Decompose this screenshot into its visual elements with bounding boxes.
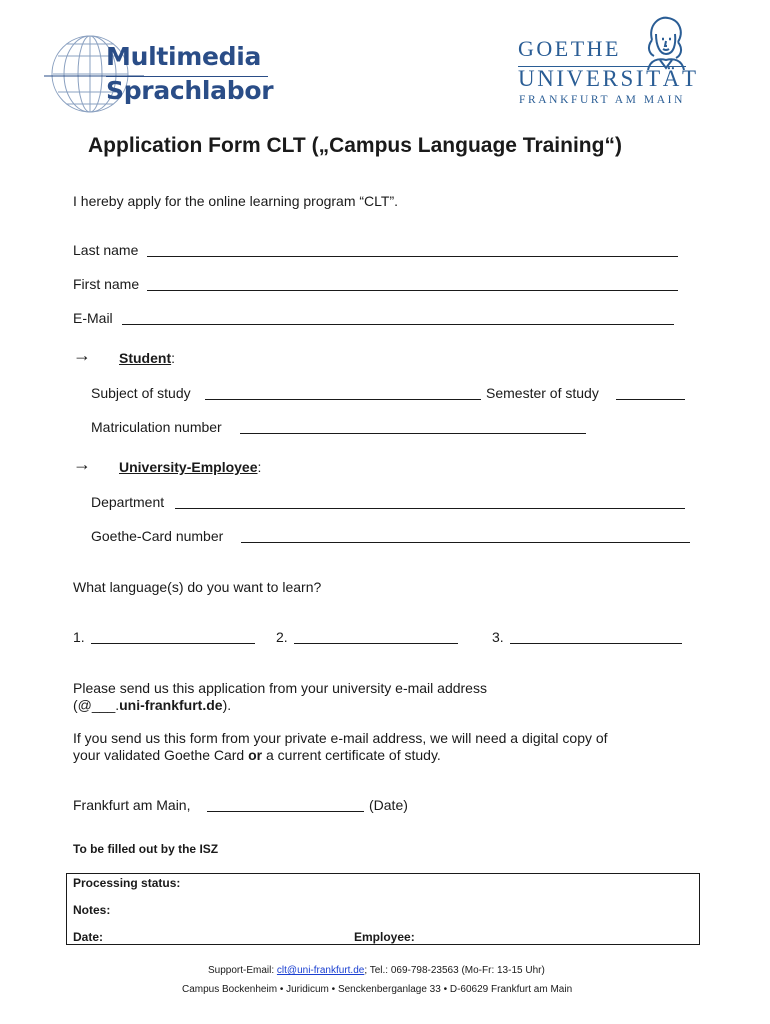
intro-text: I hereby apply for the online learning program “CLT”. bbox=[73, 193, 399, 209]
first-name-label: First name bbox=[73, 276, 140, 292]
university-domain: uni-frankfurt.de bbox=[119, 697, 223, 713]
support-line bbox=[208, 965, 545, 976]
student-heading-colon: : bbox=[171, 350, 175, 366]
matriculation-number-label: Matriculation number bbox=[91, 419, 222, 435]
language-question: What language(s) do you want to learn? bbox=[73, 579, 322, 595]
isz-heading: To be filled out by the ISZ bbox=[73, 842, 219, 856]
first-name-field[interactable] bbox=[147, 290, 678, 291]
last-name-field[interactable] bbox=[147, 256, 678, 257]
language-3-label: 3. bbox=[492, 629, 504, 645]
language-1-label: 1. bbox=[73, 629, 85, 645]
isz-processing-box bbox=[66, 873, 700, 945]
department-field[interactable] bbox=[175, 508, 685, 509]
universitaet-wordmark: UNIVERSITÄT bbox=[518, 66, 699, 91]
isz-date-label: Date: bbox=[73, 930, 104, 944]
logo-word-sprachlabor: Sprachlabor bbox=[106, 76, 274, 105]
semester-of-study-label: Semester of study bbox=[486, 385, 599, 401]
arrow-icon: → bbox=[73, 454, 91, 474]
multimedia-sprachlabor-logo bbox=[44, 28, 284, 120]
subject-of-study-label: Subject of study bbox=[91, 385, 191, 401]
goethe-card-number-label: Goethe-Card number bbox=[91, 528, 224, 544]
private-email-note-line1: If you send us this form from your private e-mail address, we will need a digital copy of bbox=[73, 730, 608, 746]
goethe-university-logo bbox=[514, 12, 704, 112]
send-note-line2 bbox=[73, 696, 231, 714]
goethe-portrait-icon bbox=[638, 14, 690, 70]
student-heading bbox=[119, 349, 175, 368]
language-2-label: 2. bbox=[276, 629, 288, 645]
employee-heading bbox=[119, 458, 261, 477]
email-label: E-Mail bbox=[73, 310, 113, 326]
private-note-part-b: a current certificate of study. bbox=[262, 747, 441, 763]
logo-word-multimedia: Multimedia bbox=[106, 42, 262, 71]
student-heading-text: Student bbox=[119, 350, 172, 366]
semester-of-study-field[interactable] bbox=[616, 399, 685, 400]
private-note-part-a: your validated Goethe Card bbox=[73, 747, 249, 763]
date-field[interactable] bbox=[207, 811, 364, 812]
isz-employee-label: Employee: bbox=[354, 930, 415, 944]
language-3-field[interactable] bbox=[510, 643, 682, 644]
form-title: Application Form CLT („Campus Language Training“) bbox=[88, 134, 622, 157]
arrow-icon: → bbox=[73, 345, 91, 365]
address-line: Campus Bockenheim • Juridicum • Senckenberganlage 33 • D-60629 Frankfurt am Main bbox=[182, 984, 573, 995]
employee-heading-text: University-Employee bbox=[119, 459, 258, 475]
support-suffix: ; Tel.: 069-798-23563 (Mo-Fr: 13-15 Uhr) bbox=[364, 965, 545, 976]
goethe-wordmark: GOETHE bbox=[518, 36, 621, 61]
date-label: (Date) bbox=[369, 797, 408, 813]
frankfurt-wordmark: FRANKFURT AM MAIN bbox=[519, 94, 685, 106]
place-label: Frankfurt am Main, bbox=[73, 797, 191, 813]
department-label: Department bbox=[91, 494, 165, 510]
language-2-field[interactable] bbox=[294, 643, 458, 644]
notes-label: Notes: bbox=[73, 903, 111, 917]
employee-heading-colon: : bbox=[257, 459, 262, 475]
matriculation-number-field[interactable] bbox=[240, 433, 586, 434]
send-note-line1: Please send us this application from your university e-mail address bbox=[73, 680, 487, 696]
support-email-link[interactable]: clt@uni-frankfurt.de bbox=[276, 965, 365, 976]
support-prefix: Support-Email: bbox=[208, 965, 277, 976]
last-name-label: Last name bbox=[73, 242, 139, 258]
private-note-or: or bbox=[248, 747, 263, 763]
private-email-note-line2 bbox=[73, 746, 441, 764]
send-note-prefix: (@___. bbox=[73, 697, 120, 713]
goethe-card-number-field[interactable] bbox=[241, 542, 690, 543]
language-1-field[interactable] bbox=[91, 643, 255, 644]
subject-of-study-field[interactable] bbox=[205, 399, 481, 400]
email-field[interactable] bbox=[122, 324, 674, 325]
send-note-suffix: ). bbox=[222, 697, 232, 713]
processing-status-label: Processing status: bbox=[73, 876, 181, 890]
